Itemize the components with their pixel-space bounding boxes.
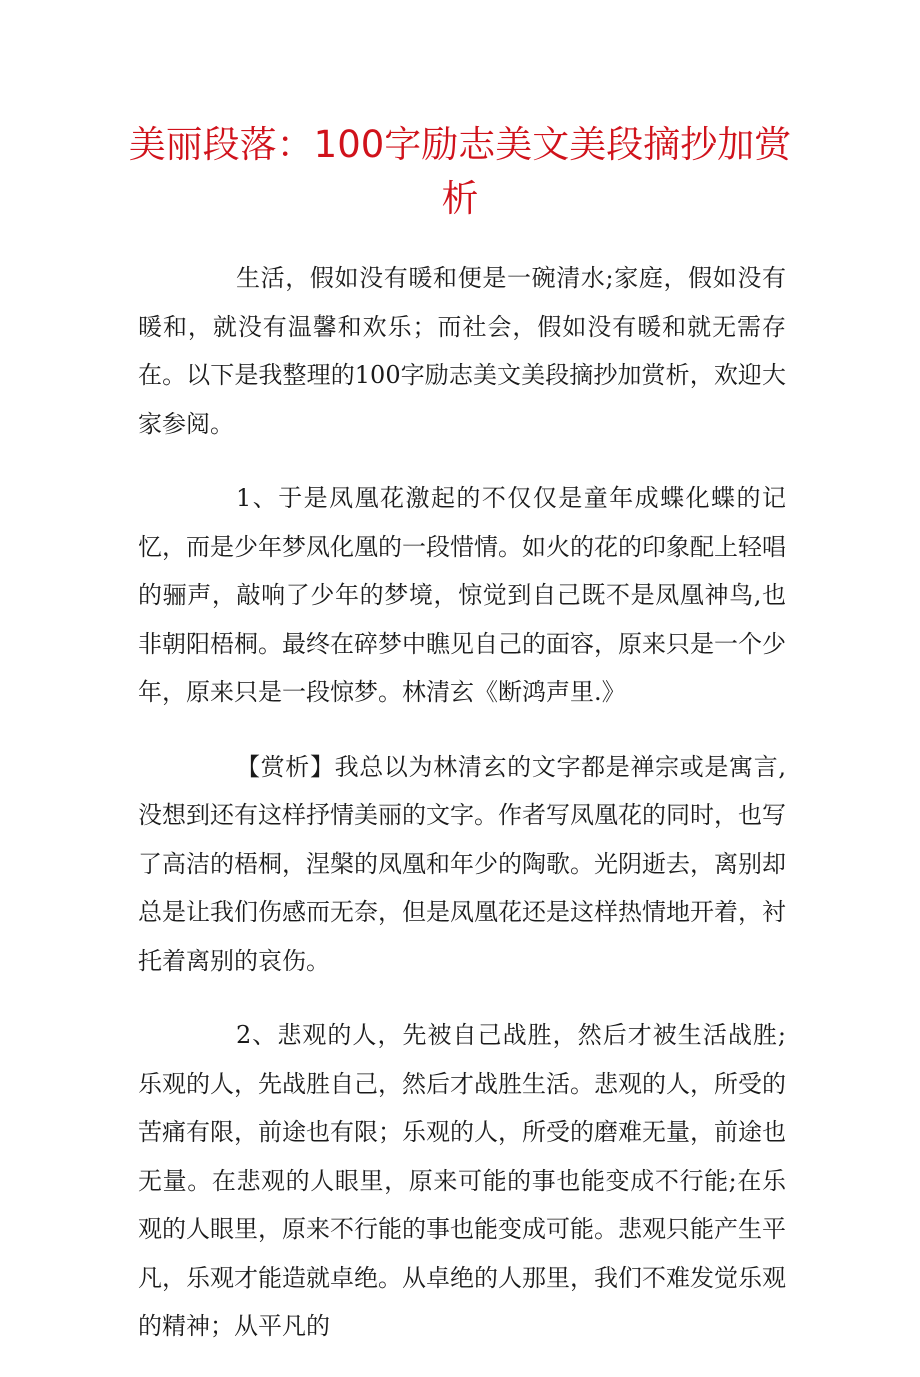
paragraph-excerpt-2: 2、悲观的人，先被自己战胜，然后才被生活战胜;乐观的人，先战胜自己，然后才战胜生活。悲观的人，所受的苦痛有限，前途也有限；乐观的人，所受的磨难无量，前途也无量。在悲观的人眼里，原来可能的事也能变成不行能;在乐观的人眼里，原来不行能的事也能变成可能。悲观只能产生平凡，乐观才能造就卓绝。从卓绝的人那里，我们不难发觉乐观的精神；从平凡的 (138, 1021, 786, 1340)
document-body (138, 254, 786, 1377)
paragraph-analysis-1: 【赏析】我总以为林清玄的文字都是禅宗或是寓言,没想到还有这样抒情美丽的文字。作者写凤凰花的同时，也写了高洁的梧桐，涅槃的凤凰和年少的陶歌。光阴逝去，离别却总是让我们伤感而无奈，但是凤凰花还是这样热情地开着，衬托着离别的哀伤。 (138, 752, 786, 975)
paragraph-intro: 生活，假如没有暖和便是一碗清水;家庭，假如没有暖和，就没有温馨和欢乐；而社会，假如没有暖和就无需存在。以下是我整理的100字励志美文美段摘抄加赏析，欢迎大家参阅。 (138, 264, 786, 438)
document-title: 美丽段落：100字励志美文美段摘抄加赏析 (128, 123, 792, 220)
paragraph-excerpt-1: 1、于是凤凰花激起的不仅仅是童年成蝶化蝶的记忆，而是少年梦凤化凰的一段惜情。如火的花的印象配上轻唱的骊声，敲响了少年的梦境，惊觉到自己既不是凤凰神鸟,也非朝阳梧桐。最终在碎梦中瞧见自己的面容，原来只是一个少年，原来只是一段惊梦。林清玄《断鸿声里.》 (138, 484, 786, 706)
